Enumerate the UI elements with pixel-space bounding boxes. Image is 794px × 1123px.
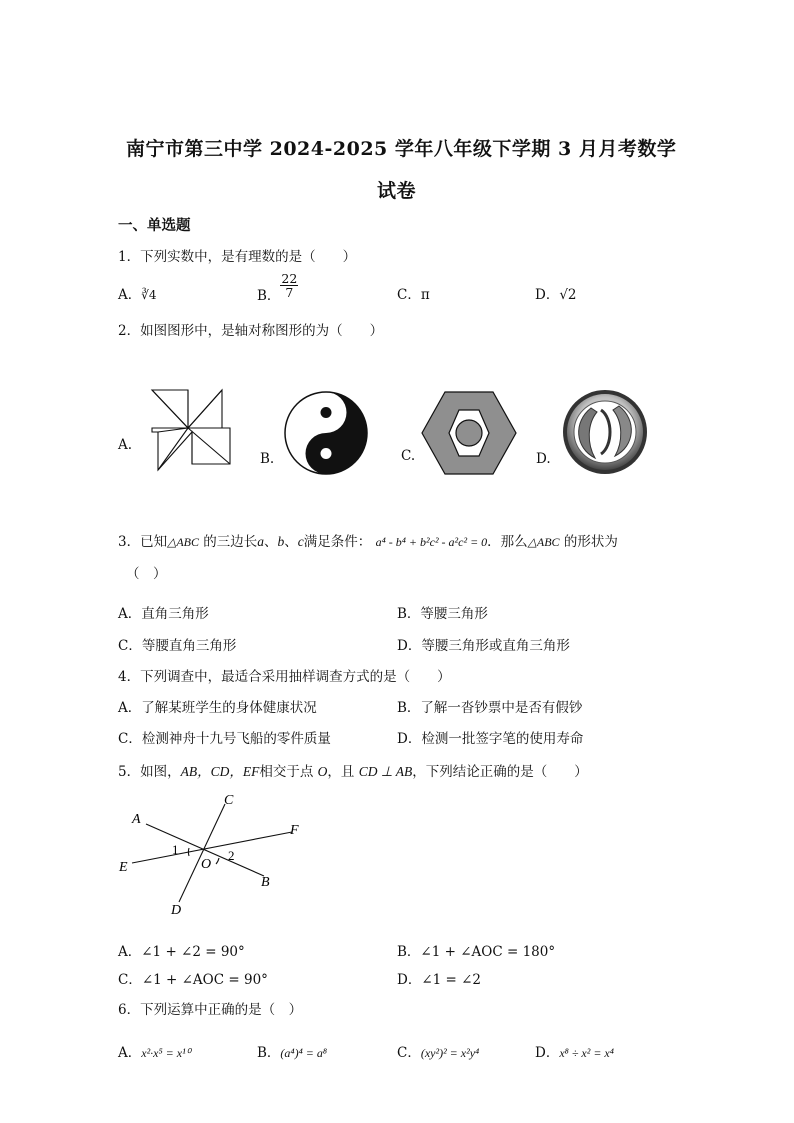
q3-option-b: B．等腰三角形 xyxy=(397,606,488,622)
q1-c-value: π xyxy=(420,287,430,303)
q4-stem: 4．下列调查中，最适合采用抽样调查方式的是（ ） xyxy=(118,669,451,685)
q6-c-expr: (xy²)² = x²y⁴ xyxy=(420,1046,480,1060)
q1-option-b xyxy=(257,271,298,304)
q6-c-label: C． xyxy=(397,1045,421,1061)
q2-stem: 2．如图图形中，是轴对称图形的为（ ） xyxy=(118,323,384,339)
q4-option-b: B．了解一沓钞票中是否有假钞 xyxy=(397,700,583,716)
q3-side-a: a xyxy=(257,534,265,549)
label-a: A xyxy=(132,812,141,827)
pinwheel-figure xyxy=(150,388,232,472)
q3-stem-cond: 满足条件： xyxy=(303,534,372,550)
q5-perp: CD ⊥ AB xyxy=(358,764,413,779)
q6-a-expr: x²·x⁵ = x¹⁰ xyxy=(141,1046,191,1060)
q3-triangle2: △ABC xyxy=(527,535,560,549)
section-heading: 一、单选题 xyxy=(118,217,191,234)
q5-option-c: C．∠1 + ∠AOC = 90° xyxy=(118,972,268,988)
q5-lines: AB，CD，EF xyxy=(180,764,260,779)
q1-b-label: B． xyxy=(257,288,281,304)
q3-stem-mid: 的三边长 xyxy=(203,534,258,550)
q1-b-numerator: 22 xyxy=(281,271,298,286)
q6-option-d xyxy=(535,1041,614,1061)
q6-a-label: A． xyxy=(118,1045,142,1061)
q6-stem: 6．下列运算中正确的是（ ） xyxy=(118,1002,303,1018)
q3-side-c: c xyxy=(297,534,304,549)
q1-b-fraction xyxy=(280,272,298,299)
q5-intersecting-lines-figure xyxy=(112,786,312,918)
q1-d-label: D． xyxy=(535,287,560,303)
q2-option-c-label: C. xyxy=(401,448,416,464)
q3-triangle: △ABC xyxy=(167,535,199,549)
q5-option-b: B．∠1 + ∠AOC = 180° xyxy=(397,944,556,960)
q2-option-b-label: B. xyxy=(260,451,275,467)
q5-stem-start: 5．如图， xyxy=(118,764,181,780)
q2-option-d-label: D. xyxy=(536,451,551,467)
line-ef xyxy=(132,832,292,863)
angle-2-arc xyxy=(216,858,219,864)
angle-1-arc xyxy=(188,848,189,856)
label-angle-1: 1 xyxy=(172,842,179,857)
q6-b-label: B． xyxy=(257,1045,281,1061)
q6-d-expr: x⁸ ÷ x² = x⁴ xyxy=(559,1046,614,1060)
q3-sep2: 、 xyxy=(284,534,298,550)
yin-yang-figure xyxy=(283,390,369,476)
q3-option-c: C．等腰直角三角形 xyxy=(118,638,237,654)
q6-option-c xyxy=(397,1041,479,1061)
q1-option-d xyxy=(535,283,577,303)
q5-stem xyxy=(118,760,588,780)
q1-c-label: C． xyxy=(397,287,421,303)
label-b: B xyxy=(261,875,270,890)
q3-stem-tail: 的形状为 xyxy=(563,534,618,550)
page-title-line1: 南宁市第三中学 2024-2025 学年八年级下学期 3 月月考数学 xyxy=(126,138,677,160)
label-d: D xyxy=(171,903,182,918)
q1-b-denominator: 7 xyxy=(285,285,294,300)
label-f: F xyxy=(290,823,299,838)
q6-option-b xyxy=(257,1041,327,1061)
q3-stem-end: ．那么 xyxy=(487,534,528,550)
q1-stem: 1．下列实数中，是有理数的是（ ） xyxy=(118,249,357,265)
q6-d-label: D． xyxy=(535,1045,560,1061)
q3-stem xyxy=(118,530,618,550)
q1-a-label: A． xyxy=(118,287,142,303)
q4-option-c: C．检测神舟十九号飞船的零件质量 xyxy=(118,731,331,747)
q6-option-a xyxy=(118,1041,191,1061)
q3-side-b: b xyxy=(277,534,285,549)
q5-option-a: A．∠1 + ∠2 = 90° xyxy=(118,944,245,960)
q5-stem-mid2: ，且 xyxy=(327,764,355,780)
q3-sep1: 、 xyxy=(264,534,278,550)
q5-point: O xyxy=(317,764,328,779)
q5-stem-end: ，下列结论正确的是（ ） xyxy=(412,764,588,780)
q1-option-c xyxy=(397,283,430,303)
label-e: E xyxy=(119,860,128,875)
hex-nut-figure xyxy=(420,390,518,476)
q1-a-value: ∛4 xyxy=(141,288,157,302)
label-angle-2: 2 xyxy=(228,848,235,863)
label-o: O xyxy=(201,857,212,872)
page-title-line2: 试卷 xyxy=(377,180,417,202)
q4-option-a: A．了解某班学生的身体健康状况 xyxy=(118,700,317,716)
q3-option-d: D．等腰三角形或直角三角形 xyxy=(397,638,570,654)
q3-stem-start: 3．已知 xyxy=(118,534,168,550)
q6-b-expr: (a⁴)⁴ = a⁸ xyxy=(280,1046,328,1060)
q3-option-a: A．直角三角形 xyxy=(118,606,209,622)
q2-option-a-label: A. xyxy=(118,437,133,453)
q3-paren: （ ） xyxy=(126,566,167,582)
q5-stem-mid: 相交于点 xyxy=(259,764,314,780)
q5-option-d: D．∠1 = ∠2 xyxy=(397,972,482,988)
q3-equation: a⁴ - b⁴ + b²c² - a²c² = 0 xyxy=(375,535,488,549)
car-logo-figure xyxy=(561,388,649,476)
label-c: C xyxy=(224,793,234,808)
q1-d-value: √2 xyxy=(559,287,577,303)
q1-option-a xyxy=(118,283,157,303)
q4-option-d: D．检测一批签字笔的使用寿命 xyxy=(397,731,584,747)
